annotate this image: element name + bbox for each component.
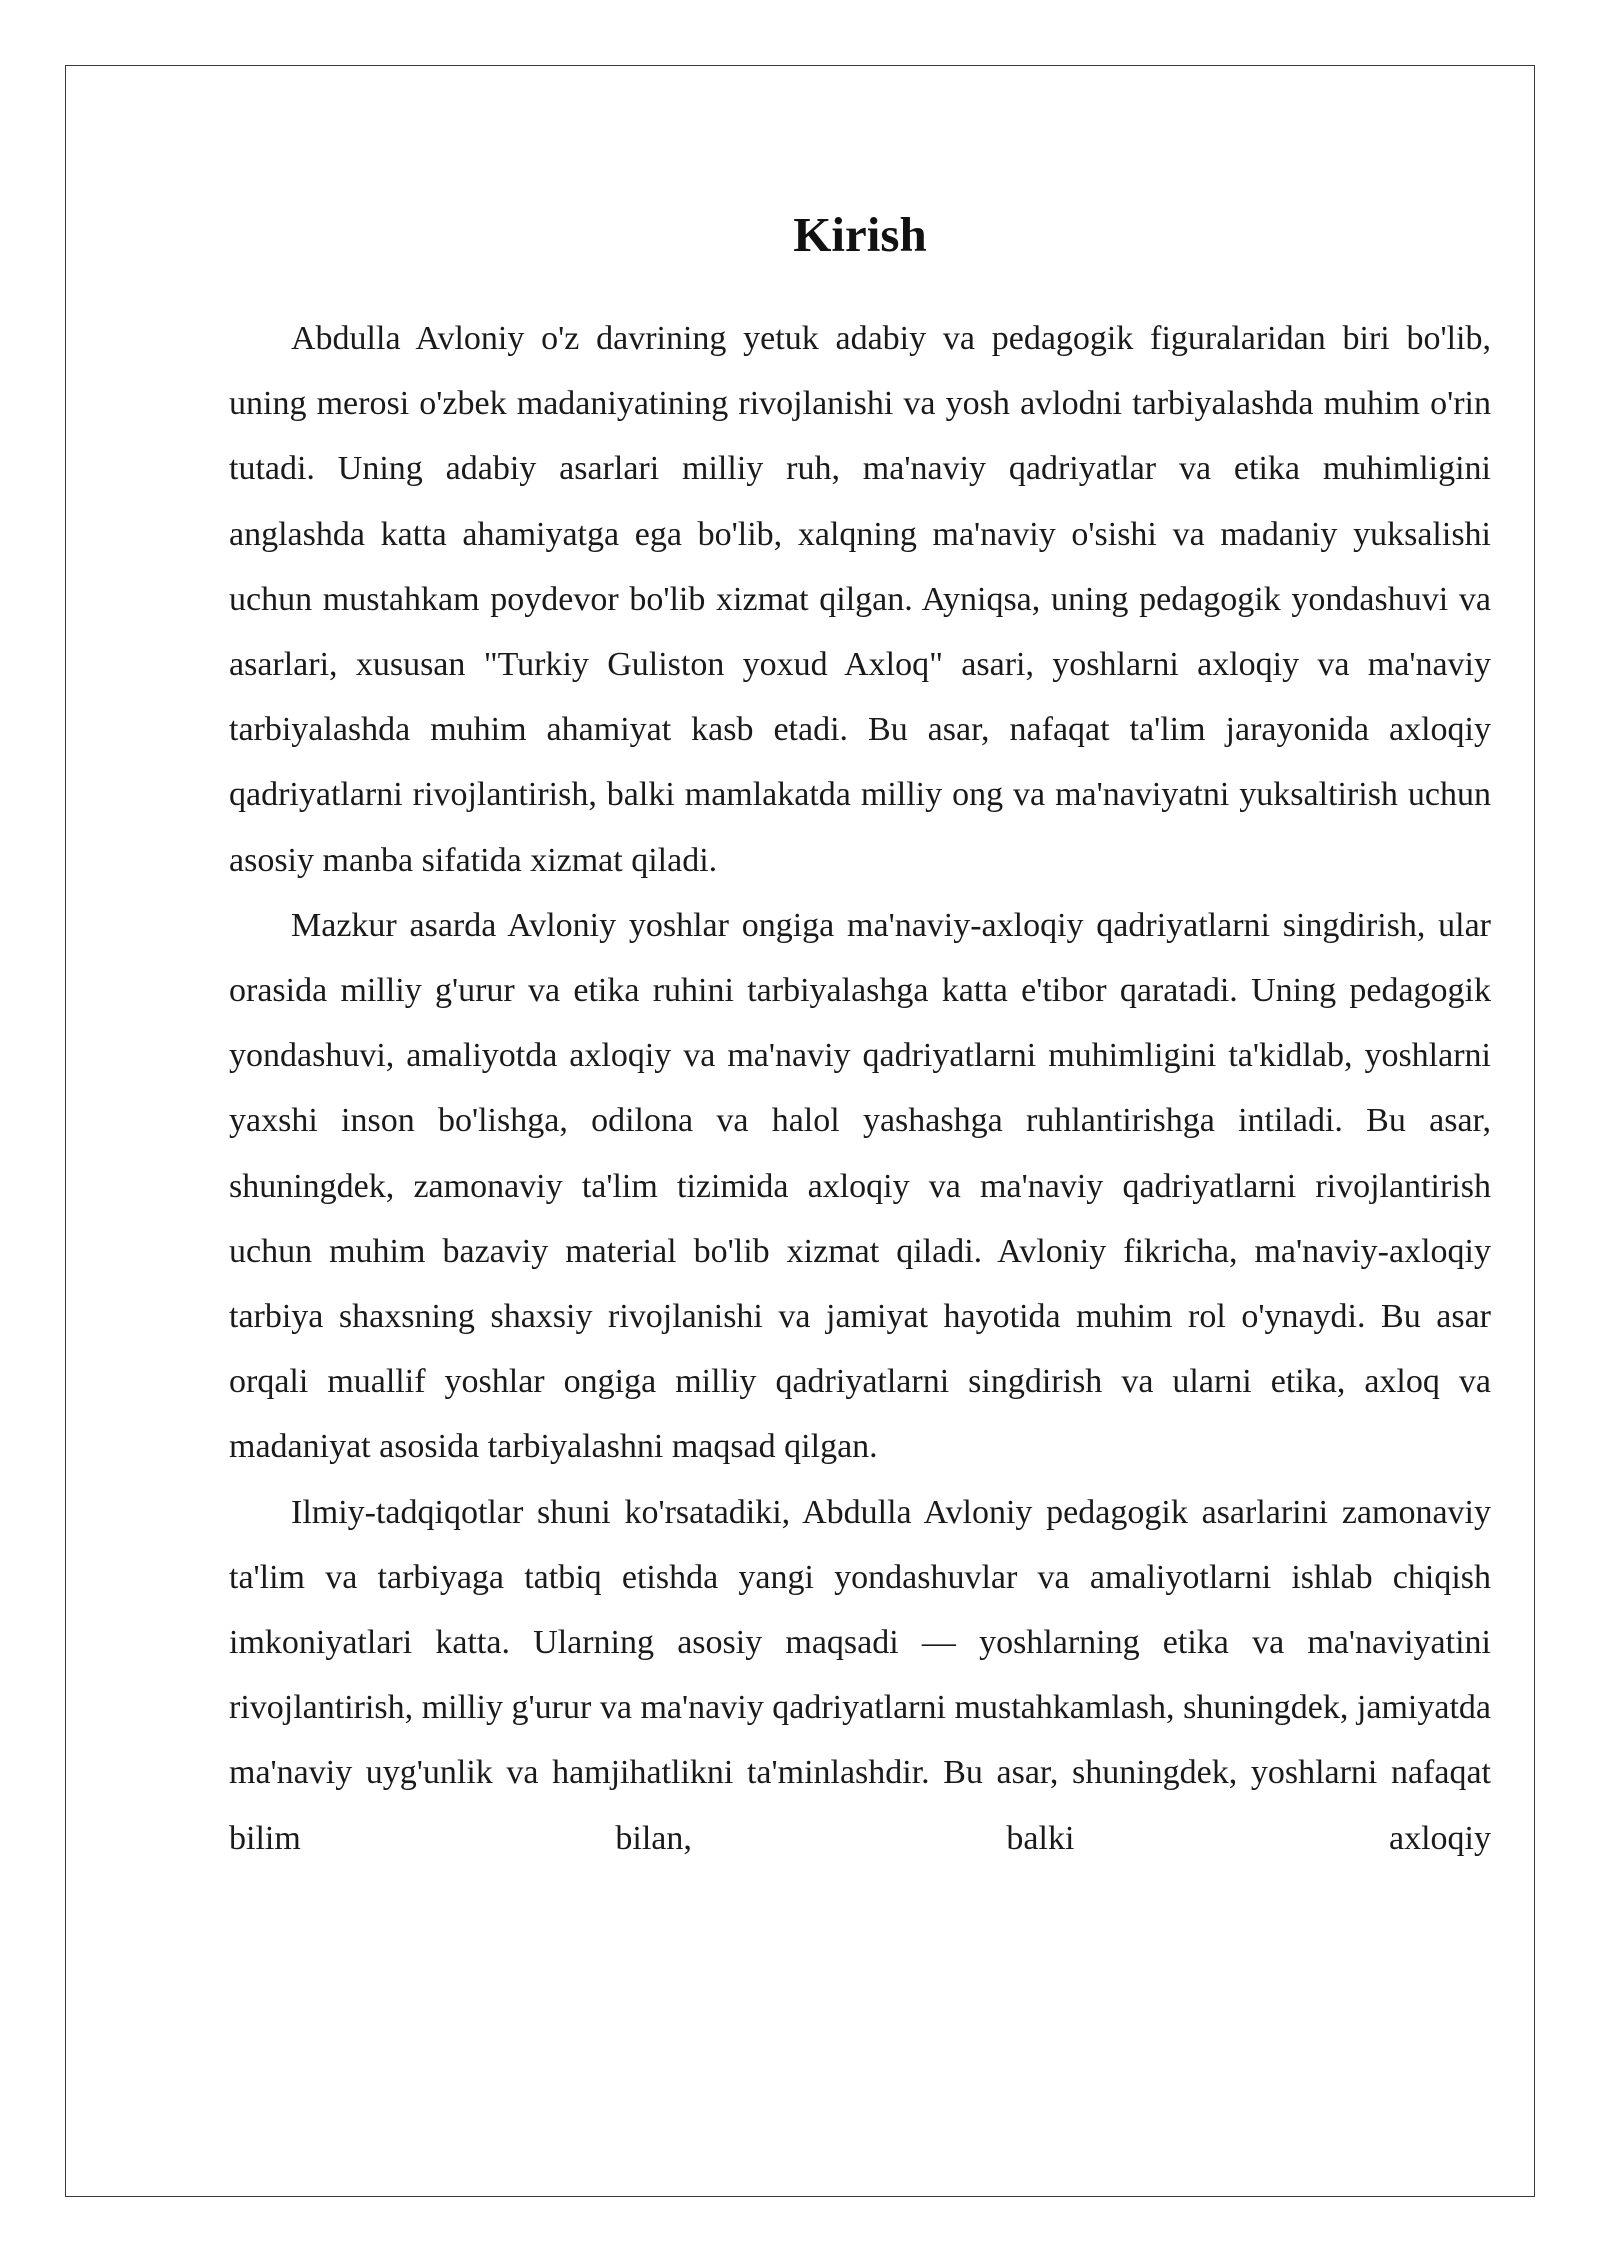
page-content — [229, 190, 1491, 1871]
paragraph-2: Mazkur asarda Avloniy yoshlar ongiga ma'naviy-axloqiy qadriyatlarni singdirish, ular orasida milliy g'urur va etika ruhini tarbiyalashga katta e'tibor qaratadi. Uning pedagogik yondashuvi, amaliyotda axloqiy va ma'naviy qadriyatlarni muhimligini ta'kidlab, yoshlarni yaxshi inson bo'lishga, odilona va halol yashashga ruhlantirishga intiladi. Bu asar, shuningdek, zamonaviy ta'lim tizimida axloqiy va ma'naviy qadriyatlarni rivojlantirish uchun muhim bazaviy material bo'lib xizmat qiladi. Avloniy fikricha, ma'naviy-axloqiy tarbiya shaxsning shaxsiy rivojlanishi va jamiyat hayotida muhim rol o'ynaydi. Bu asar orqali muallif yoshlar ongiga milliy qadriyatlarni singdirish va ularni etika, axloq va madaniyat asosida tarbiyalashni maqsad qilgan. — [229, 906, 1491, 1466]
page-title: Kirish — [793, 207, 927, 262]
body-text — [229, 306, 1491, 1871]
paragraph-3: Ilmiy-tadqiqotlar shuni ko'rsatadiki, Abdulla Avloniy pedagogik asarlarini zamonaviy ta'lim va tarbiyaga tatbiq etishda yangi yondashuvlar va amaliyotlarni ishlab chiqish imkoniyatlari katta. Ularning asosiy maqsadi — yoshlarning etika va ma'naviyatini rivojlantirish, milliy g'urur va ma'naviy qadriyatlarni mustahkamlash, shuningdek, jamiyatda ma'naviy uyg'unlik va hamjihatlikni ta'minlashdir. Bu asar, shuningdek, yoshlarni nafaqat bilim bilan, balki axloqiy — [229, 1493, 1491, 1857]
paragraph-1: Abdulla Avloniy o'z davrining yetuk adabiy va pedagogik figuralaridan biri bo'lib, uning merosi o'zbek madaniyatining rivojlanishi va yosh avlodni tarbiyalashda muhim o'rin tutadi. Uning adabiy asarlari milliy ruh, ma'naviy qadriyatlar va etika muhimligini anglashda katta ahamiyatga ega bo'lib, xalqning ma'naviy o'sishi va madaniy yuksalishi uchun mustahkam poydevor bo'lib xizmat qilgan. Ayniqsa, uning pedagogik yondashuvi va asarlari, xususan "Turkiy Guliston yoxud Axloq" asari, yoshlarni axloqiy va ma'naviy tarbiyalashda muhim ahamiyat kasb etadi. Bu asar, nafaqat ta'lim jarayonida axloqiy qadriyatlarni rivojlantirish, balki mamlakatda milliy ong va ma'naviyatni yuksaltirish uchun asosiy manba sifatida xizmat qiladi. — [229, 320, 1491, 879]
